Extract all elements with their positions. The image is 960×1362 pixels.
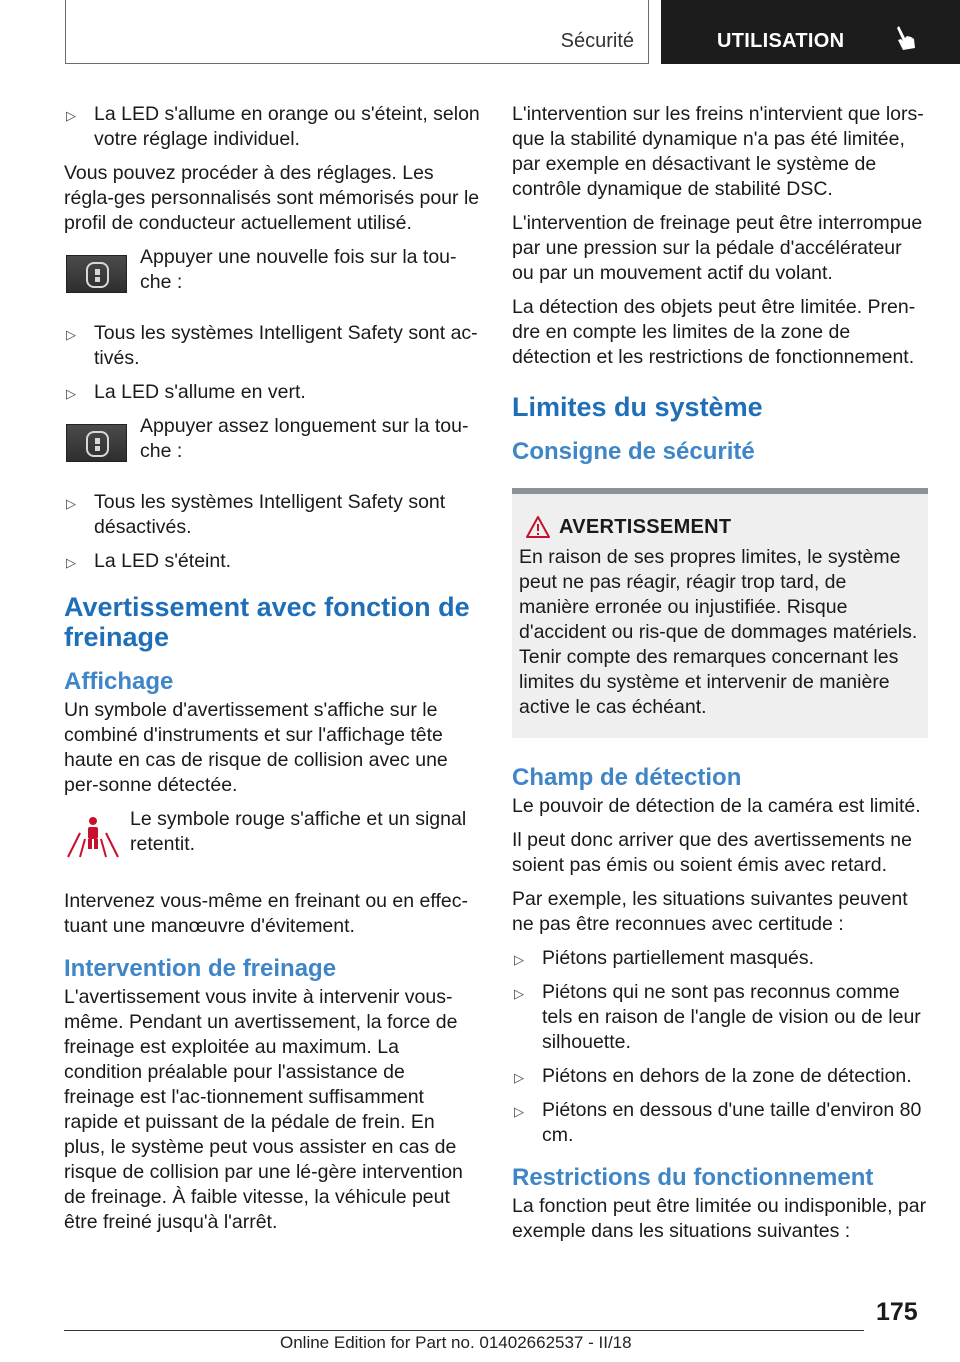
bullet-triangle-icon: ▷ <box>514 1104 524 1119</box>
subsection-heading: Intervention de freinage <box>64 955 337 982</box>
section-heading: Avertissement avec fonction de freinage <box>64 592 470 652</box>
list-item <box>64 549 480 574</box>
paragraph: L'intervention de freinage peut être interrompue par une pression sur la pédale d'accélérateur ou par un mouvement actif du volant. <box>512 212 923 284</box>
bullet-triangle-icon: ▷ <box>66 386 76 401</box>
footer-edition: Online Edition for Part no. 01402662537 - II/18 <box>280 1333 632 1352</box>
list-item-text: Tous les systèmes Intelligent Safety sont désactivés. <box>94 491 446 538</box>
section-heading: Limites du système <box>512 392 763 422</box>
list-item-text: Tous les systèmes Intelligent Safety sont ac-tivés. <box>94 322 478 369</box>
paragraph: Il peut donc arriver que des avertissements ne soient pas émis ou soient émis avec retard. <box>512 829 912 876</box>
list-item <box>512 946 928 971</box>
bullet-triangle-icon: ▷ <box>66 327 76 342</box>
list-item-text: La LED s'allume en vert. <box>94 381 306 403</box>
left-column <box>64 102 480 1244</box>
bullet-triangle-icon: ▷ <box>66 496 76 511</box>
bullet-triangle-icon: ▷ <box>514 952 524 967</box>
subsection-heading: Affichage <box>64 668 174 695</box>
list-item <box>64 321 480 371</box>
list-item-text: Piétons qui ne sont pas reconnus comme tels en raison de l'angle de vision ou de leur silhouette. <box>542 981 921 1053</box>
paragraph: Par exemple, les situations suivantes peuvent ne pas être reconnues avec certitude : <box>512 888 908 935</box>
header-chapter-tab <box>661 0 960 64</box>
hand-pointer-icon <box>895 24 917 52</box>
header-section-box <box>65 0 649 64</box>
list-item <box>64 380 480 405</box>
pedestrian-warning-row <box>64 807 480 879</box>
button-instruction-text: Appuyer assez longuement sur la tou-che : <box>140 415 469 462</box>
list-item <box>64 490 480 540</box>
list-item <box>512 1064 928 1089</box>
bullet-triangle-icon: ▷ <box>514 1070 524 1085</box>
warning-title-text: AVERTISSEMENT <box>559 516 732 538</box>
right-column <box>512 102 928 1253</box>
paragraph: L'avertissement vous invite à intervenir vous-même. Pendant un avertissement, la force de freinage est exploitée au maximum. La condition préalable pour l'assistance de freinage est l'ac-tionnement suffisamment rapide et puissant de la pédale de frein. En plus, le système peut vous assister en cas de risque de collision par une lé-gère intervention de freinage. À faible vitesse, la véhicule peut être freiné jusqu'à l'arrêt. <box>64 986 463 1233</box>
button-instruction <box>64 245 480 311</box>
list-item-text: Piétons partiellement masqués. <box>542 947 815 969</box>
subsection-heading: Champ de détection <box>512 764 742 791</box>
header-chapter-title: UTILISATION <box>717 30 845 52</box>
intelligent-safety-button-icon <box>66 255 127 293</box>
intelligent-safety-button-icon <box>66 424 127 462</box>
warning-triangle-icon <box>525 515 551 539</box>
warning-box <box>512 488 928 738</box>
button-instruction <box>64 414 480 480</box>
paragraph: Un symbole d'avertissement s'affiche sur le combiné d'instruments et sur l'affichage tête haute en cas de risque de collision avec une per-sonne détectée. <box>64 699 448 796</box>
pedestrian-warning-text: Le symbole rouge s'affiche et un signal retentit. <box>130 808 467 855</box>
pedestrian-warning-icon <box>66 813 120 861</box>
paragraph: La fonction peut être limitée ou indisponible, par exemple dans les situations suivantes : <box>512 1195 927 1242</box>
list-item-text: Piétons en dehors de la zone de détection. <box>542 1065 912 1087</box>
list-item <box>512 980 928 1055</box>
subsection-heading: Restrictions du fonctionnement <box>512 1164 874 1191</box>
bullet-triangle-icon: ▷ <box>514 986 524 1001</box>
list-item-text: La LED s'allume en orange ou s'éteint, selon votre réglage individuel. <box>94 103 480 150</box>
subsection-heading: Consigne de sécurité <box>512 438 755 465</box>
page-number: 175 <box>876 1298 918 1326</box>
footer-divider <box>64 1330 864 1331</box>
paragraph: Le pouvoir de détection de la caméra est limité. <box>512 795 921 817</box>
paragraph: Intervenez vous-même en freinant ou en effec-tuant une manœuvre d'évitement. <box>64 890 468 937</box>
list-item-text: La LED s'éteint. <box>94 550 232 572</box>
bullet-triangle-icon: ▷ <box>66 108 76 123</box>
list-item <box>64 102 480 152</box>
paragraph: Vous pouvez procéder à des réglages. Les régla-ges personnalisés sont mémorisés pour le profil de conducteur actuellement utilisé. <box>64 162 480 234</box>
warning-title <box>559 516 921 539</box>
header-section-title: Sécurité <box>560 30 634 52</box>
button-instruction-text: Appuyer une nouvelle fois sur la tou-che : <box>140 246 457 293</box>
list-item-text: Piétons en dessous d'une taille d'environ 80 cm. <box>542 1099 922 1146</box>
warning-text: En raison de ses propres limites, le système peut ne pas réagir, réagir trop tard, de manière erronée ou injustifiée. Risque d'accident ou ris-que de dommages matériels. Tenir compte des remarques concernant les limites du système et intervenir de manière active le cas échéant. <box>519 546 918 718</box>
bullet-triangle-icon: ▷ <box>66 555 76 570</box>
paragraph: La détection des objets peut être limitée. Pren-dre en compte les limites de la zone de détection et les restrictions de fonctionnement. <box>512 296 916 368</box>
list-item <box>512 1098 928 1148</box>
paragraph: L'intervention sur les freins n'intervient que lors-que la stabilité dynamique n'a pas été limitée, par exemple en désactivant le système de contrôle dynamique de stabilité DSC. <box>512 103 924 200</box>
